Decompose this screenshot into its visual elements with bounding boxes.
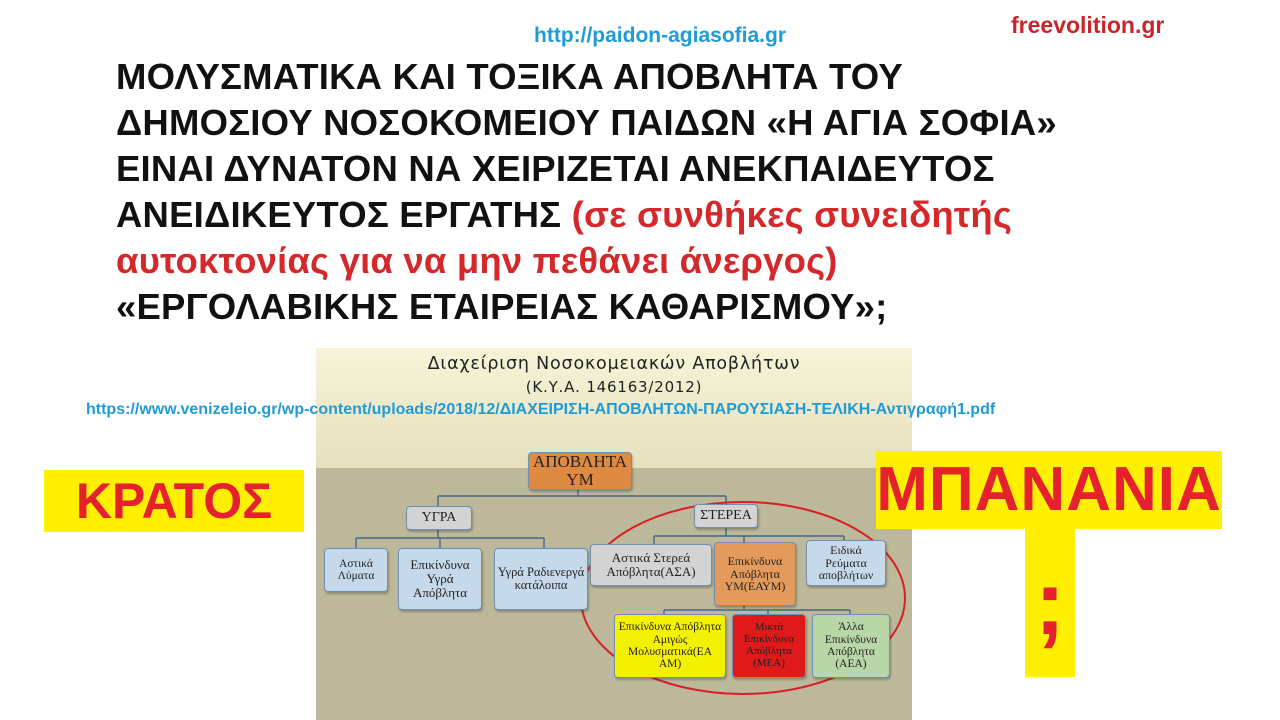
node-other-hazardous: Άλλα Επικίνδυνα Απόβλητα (ΑΕΑ)	[812, 614, 890, 678]
headline-line-4-red: (σε συνθήκες συνειδητής	[571, 194, 1013, 235]
headline-line-2: ΔΗΜΟΣΙΟΥ ΝΟΣΟΚΟΜΕΙΟΥ ΠΑΙΔΩΝ «Η ΑΓΙΑ ΣΟΦΙΑ»	[116, 102, 1057, 143]
label-question-mark: ;	[1025, 529, 1075, 677]
diagram-title: Διαχείριση Νοσοκομειακών Αποβλήτων	[427, 354, 801, 374]
node-mixed: Μικτά Επικίνδυνα Απόβλητα (ΜΕΑ)	[732, 614, 806, 678]
node-special-streams: Ειδικά Ρεύματα αποβλήτων	[806, 540, 886, 586]
label-state: ΚΡΑΤΟΣ	[44, 470, 304, 532]
brand-logo-text: freevolition.gr	[1011, 12, 1165, 38]
node-infectious: Επικίνδυνα Απόβλητα Αμιγώς Μολυσματικά(ΕΑ ΑΜ)	[614, 614, 726, 678]
node-solid: ΣΤΕΡΕΑ	[694, 504, 758, 528]
diagram-subtitle: (Κ.Υ.Α. 146163/2012)	[525, 378, 703, 396]
headline	[116, 54, 1226, 330]
node-hazardous-liquid: Επικίνδυνα Υγρά Απόβλητα	[398, 548, 482, 610]
source-url-top[interactable]: http://paidon-agiasofia.gr	[534, 24, 786, 47]
node-hazardous-solid: Επικίνδυνα Απόβλητα ΥΜ(ΕΑΥΜ)	[714, 542, 796, 606]
headline-line-4-black: ΑΝΕΙΔΙΚΕΥΤΟΣ ΕΡΓΑΤΗΣ	[116, 194, 562, 235]
headline-line-3: ΕΙΝΑΙ ΔΥΝΑΤΟΝ ΝΑ ΧΕΙΡΙΖΕΤΑΙ ΑΝΕΚΠΑΙΔΕΥΤΟΣ	[116, 148, 995, 189]
headline-line-6: «ΕΡΓΟΛΑΒΙΚΗΣ ΕΤΑΙΡΕΙΑΣ ΚΑΘΑΡΙΣΜΟΥ»;	[116, 286, 888, 327]
node-urban-sewage: Αστικά Λύματα	[324, 548, 388, 592]
headline-line-5: αυτοκτονίας για να μην πεθάνει άνεργος)	[116, 240, 838, 281]
node-radioactive-liquid: Υγρά Ραδιενεργά κατάλοιπα	[494, 548, 588, 610]
headline-line-4	[116, 192, 1226, 238]
node-urban-solid: Αστικά Στερεά Απόβλητα(ΑΣΑ)	[590, 544, 712, 586]
label-banania: ΜΠΑΝΑΝΙΑ	[876, 451, 1222, 529]
headline-line-1: ΜΟΛΥΣΜΑΤΙΚΑ ΚΑΙ ΤΟΞΙΚΑ ΑΠΟΒΛΗΤΑ ΤΟΥ	[116, 56, 903, 97]
node-root: ΑΠΟΒΛΗΤΑ ΥΜ	[528, 452, 632, 490]
source-url-diagram[interactable]: https://www.venizeleio.gr/wp-content/uploads/2018/12/ΔΙΑΧΕΙΡΙΣΗ-ΑΠΟΒΛΗΤΩΝ-ΠΑΡΟΥΣΙΑΣΗ-ΤΕΛΙΚΗ-Αντιγραφή1.pdf	[86, 401, 996, 418]
node-liquid: ΥΓΡΑ	[406, 506, 472, 530]
